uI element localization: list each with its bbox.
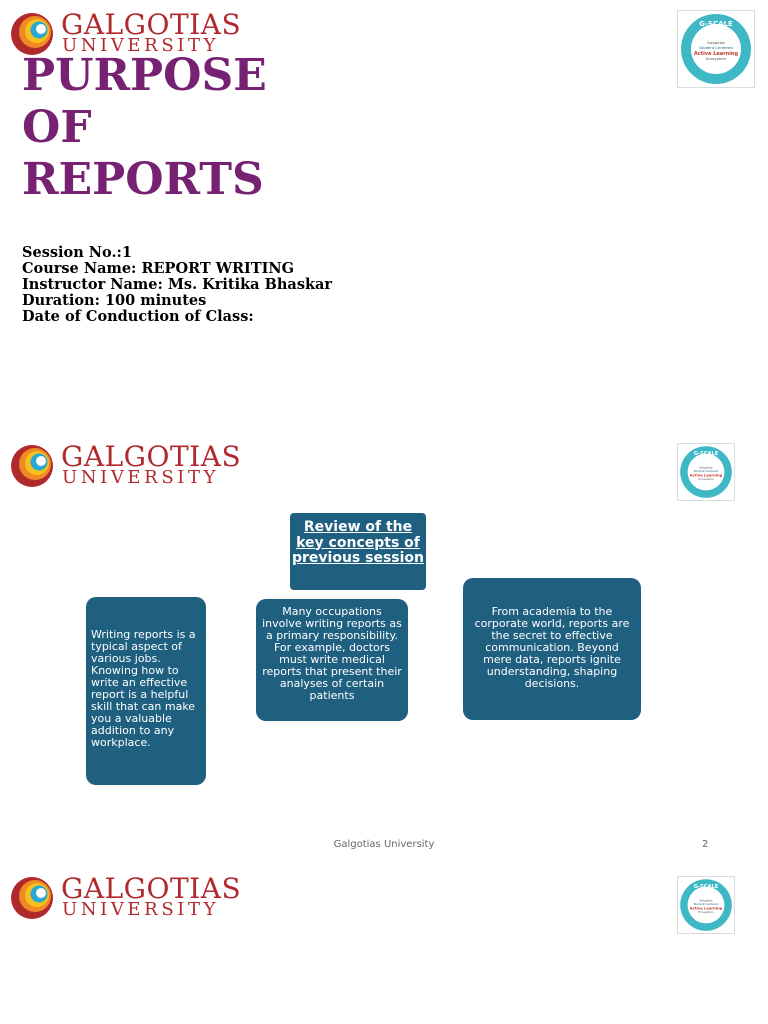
slide-1: [0, 0, 768, 432]
logo-swirl-icon: [10, 444, 54, 488]
svg-text:G-SCALE: G-SCALE: [693, 884, 719, 891]
svg-text:Student Centered: Student Centered: [693, 469, 719, 473]
concept-card: Many occupations involve writing reports as a primary responsibility. For example, doctors must write medical reports that present their analyses of certain patients: [256, 599, 408, 721]
svg-text:G-SCALE: G-SCALE: [693, 451, 719, 458]
g-scale-seal-icon: [678, 444, 734, 500]
review-heading-box: Review of the key concepts of previous session: [290, 513, 426, 590]
page-number: 2: [702, 839, 709, 850]
course-name: Course Name: REPORT WRITING: [22, 260, 295, 277]
svg-text:Ecosystem: Ecosystem: [705, 56, 727, 61]
logo-text-galgotias: GALGOTIAS: [61, 8, 242, 41]
instructor-name: Instructor Name: Ms. Kritika Bhaskar: [22, 276, 333, 293]
session-info: [22, 245, 332, 325]
logo-swirl-icon: [10, 876, 54, 920]
svg-text:Student Centered: Student Centered: [699, 45, 733, 50]
svg-text:Galgotias: Galgotias: [707, 40, 725, 45]
title-line: REPORTS: [22, 154, 264, 205]
g-scale-seal-icon: [678, 11, 754, 87]
svg-text:Ecosystem: Ecosystem: [698, 477, 714, 482]
title-line: OF: [22, 102, 92, 153]
svg-text:G-SCALE: G-SCALE: [699, 20, 733, 28]
concept-card: Writing reports is a typical aspect of various jobs. Knowing how to write an effective report is a helpful skill that can make you a valuable addition to any workplace.: [86, 597, 206, 785]
logo-text-galgotias: GALGOTIAS: [61, 440, 242, 473]
slide-title: [22, 50, 267, 206]
svg-text:Student Centered: Student Centered: [693, 902, 719, 906]
footer-university: Galgotias University: [333, 839, 435, 850]
logo-text-university: UNIVERSITY: [62, 899, 220, 920]
session-number: Session No.:1: [22, 244, 132, 261]
svg-text:Galgotias: Galgotias: [699, 465, 713, 470]
galgotias-logo: [10, 874, 250, 924]
svg-text:Galgotias: Galgotias: [699, 898, 713, 903]
svg-text:Active Learning: Active Learning: [689, 473, 723, 478]
logo-text-galgotias: GALGOTIAS: [61, 872, 242, 905]
g-scale-badge: [677, 10, 755, 88]
svg-text:Active Learning: Active Learning: [693, 51, 739, 57]
svg-text:Ecosystem: Ecosystem: [698, 910, 714, 915]
logo-text-university: UNIVERSITY: [62, 467, 220, 488]
logo-text-university: UNIVERSITY: [62, 35, 220, 56]
duration: Duration: 100 minutes: [22, 292, 207, 309]
date-of-conduction: Date of Conduction of Class:: [22, 308, 254, 325]
galgotias-logo: [10, 442, 250, 492]
title-line: PURPOSE: [22, 50, 267, 101]
g-scale-seal-icon: [678, 877, 734, 933]
concept-card: From academia to the corporate world, reports are the secret to effective communication. Beyond mere data, reports ignite understanding, shaping decisions.: [463, 578, 641, 720]
slide-2: [0, 432, 768, 864]
svg-text:Active Learning: Active Learning: [689, 906, 723, 911]
g-scale-badge: [677, 876, 735, 934]
g-scale-badge: [677, 443, 735, 501]
slide-3: [0, 864, 768, 1024]
